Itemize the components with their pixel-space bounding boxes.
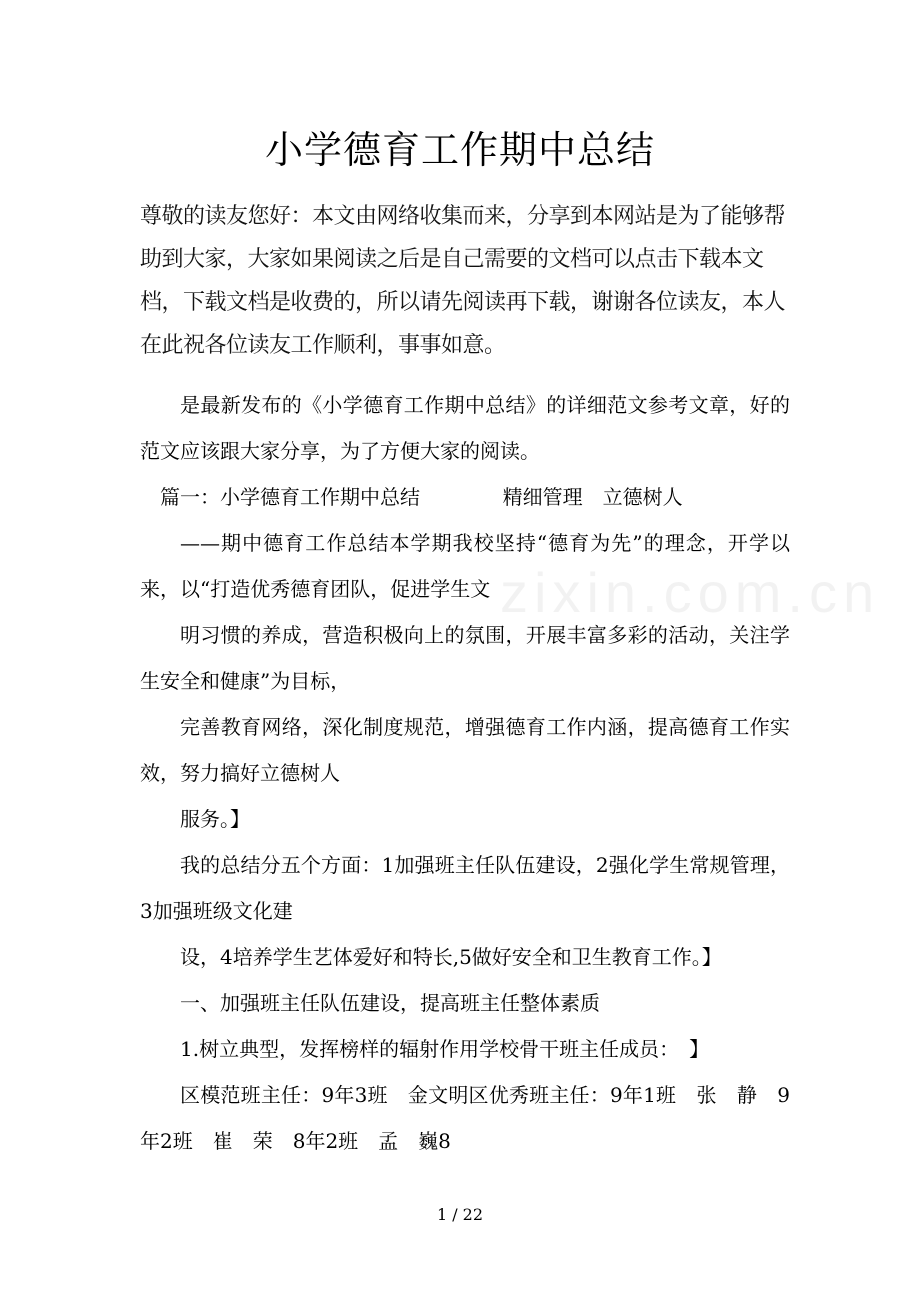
body-paragraph: ——期中德育工作总结本学期我校坚持“德育为先”的理念，开学以来，以“打造优秀德育团队，促进学生文 bbox=[140, 531, 790, 601]
document-title: 小学德育工作期中总结 bbox=[264, 128, 655, 172]
body-paragraph: 1.树立典型，发挥榜样的辐射作用学校骨干班主任成员： 】 bbox=[180, 1037, 710, 1061]
section-heading-text: 篇一：小学德育工作期中总结 bbox=[160, 485, 420, 509]
section-subtitle: 精细管理 立德树人 bbox=[502, 485, 683, 509]
body-paragraph: 设，4培养学生艺体爱好和特长,5做好安全和卫生教育工作。】 bbox=[180, 945, 722, 969]
reader-notice: 尊敬的读友您好：本文由网络收集而来，分享到本网站是为了能够帮助到大家，大家如果阅读之后是自己需要的文档可以点击下载本文档，下载文档是收费的，所以请先阅读再下载，谢谢各位读友，本人在此祝各位读友工作顺利，事事如意。 bbox=[140, 204, 786, 358]
document-body bbox=[140, 382, 790, 1164]
intro-paragraph: 是最新发布的《小学德育工作期中总结》的详细范文参考文章，好的范文应该跟大家分享，为了方便大家的阅读。 bbox=[140, 393, 790, 463]
watermark: zixin.com.cn bbox=[500, 561, 881, 624]
body-paragraph: 我的总结分五个方面：1加强班主任队伍建设，2强化学生常规管理，3加强班级文化建 bbox=[140, 853, 790, 923]
body-paragraph: 完善教育网络，深化制度规范，增强德育工作内涵，提高德育工作实效，努力搞好立德树人 bbox=[140, 715, 790, 785]
section-heading bbox=[140, 474, 790, 520]
body-paragraph: 区模范班主任：9年3班 金文明区优秀班主任：9年1班 张 静 9年2班 崔 荣 8年2班 孟 巍8 bbox=[140, 1083, 790, 1153]
section-one-heading: 一、加强班主任队伍建设，提高班主任整体素质 bbox=[180, 991, 600, 1015]
page-indicator: 1 / 22 bbox=[436, 1205, 484, 1224]
body-paragraph: 明习惯的养成，营造积极向上的氛围，开展丰富多彩的活动，关注学生安全和健康”为目标， bbox=[140, 623, 790, 693]
body-paragraph: 服务。】 bbox=[180, 807, 250, 831]
